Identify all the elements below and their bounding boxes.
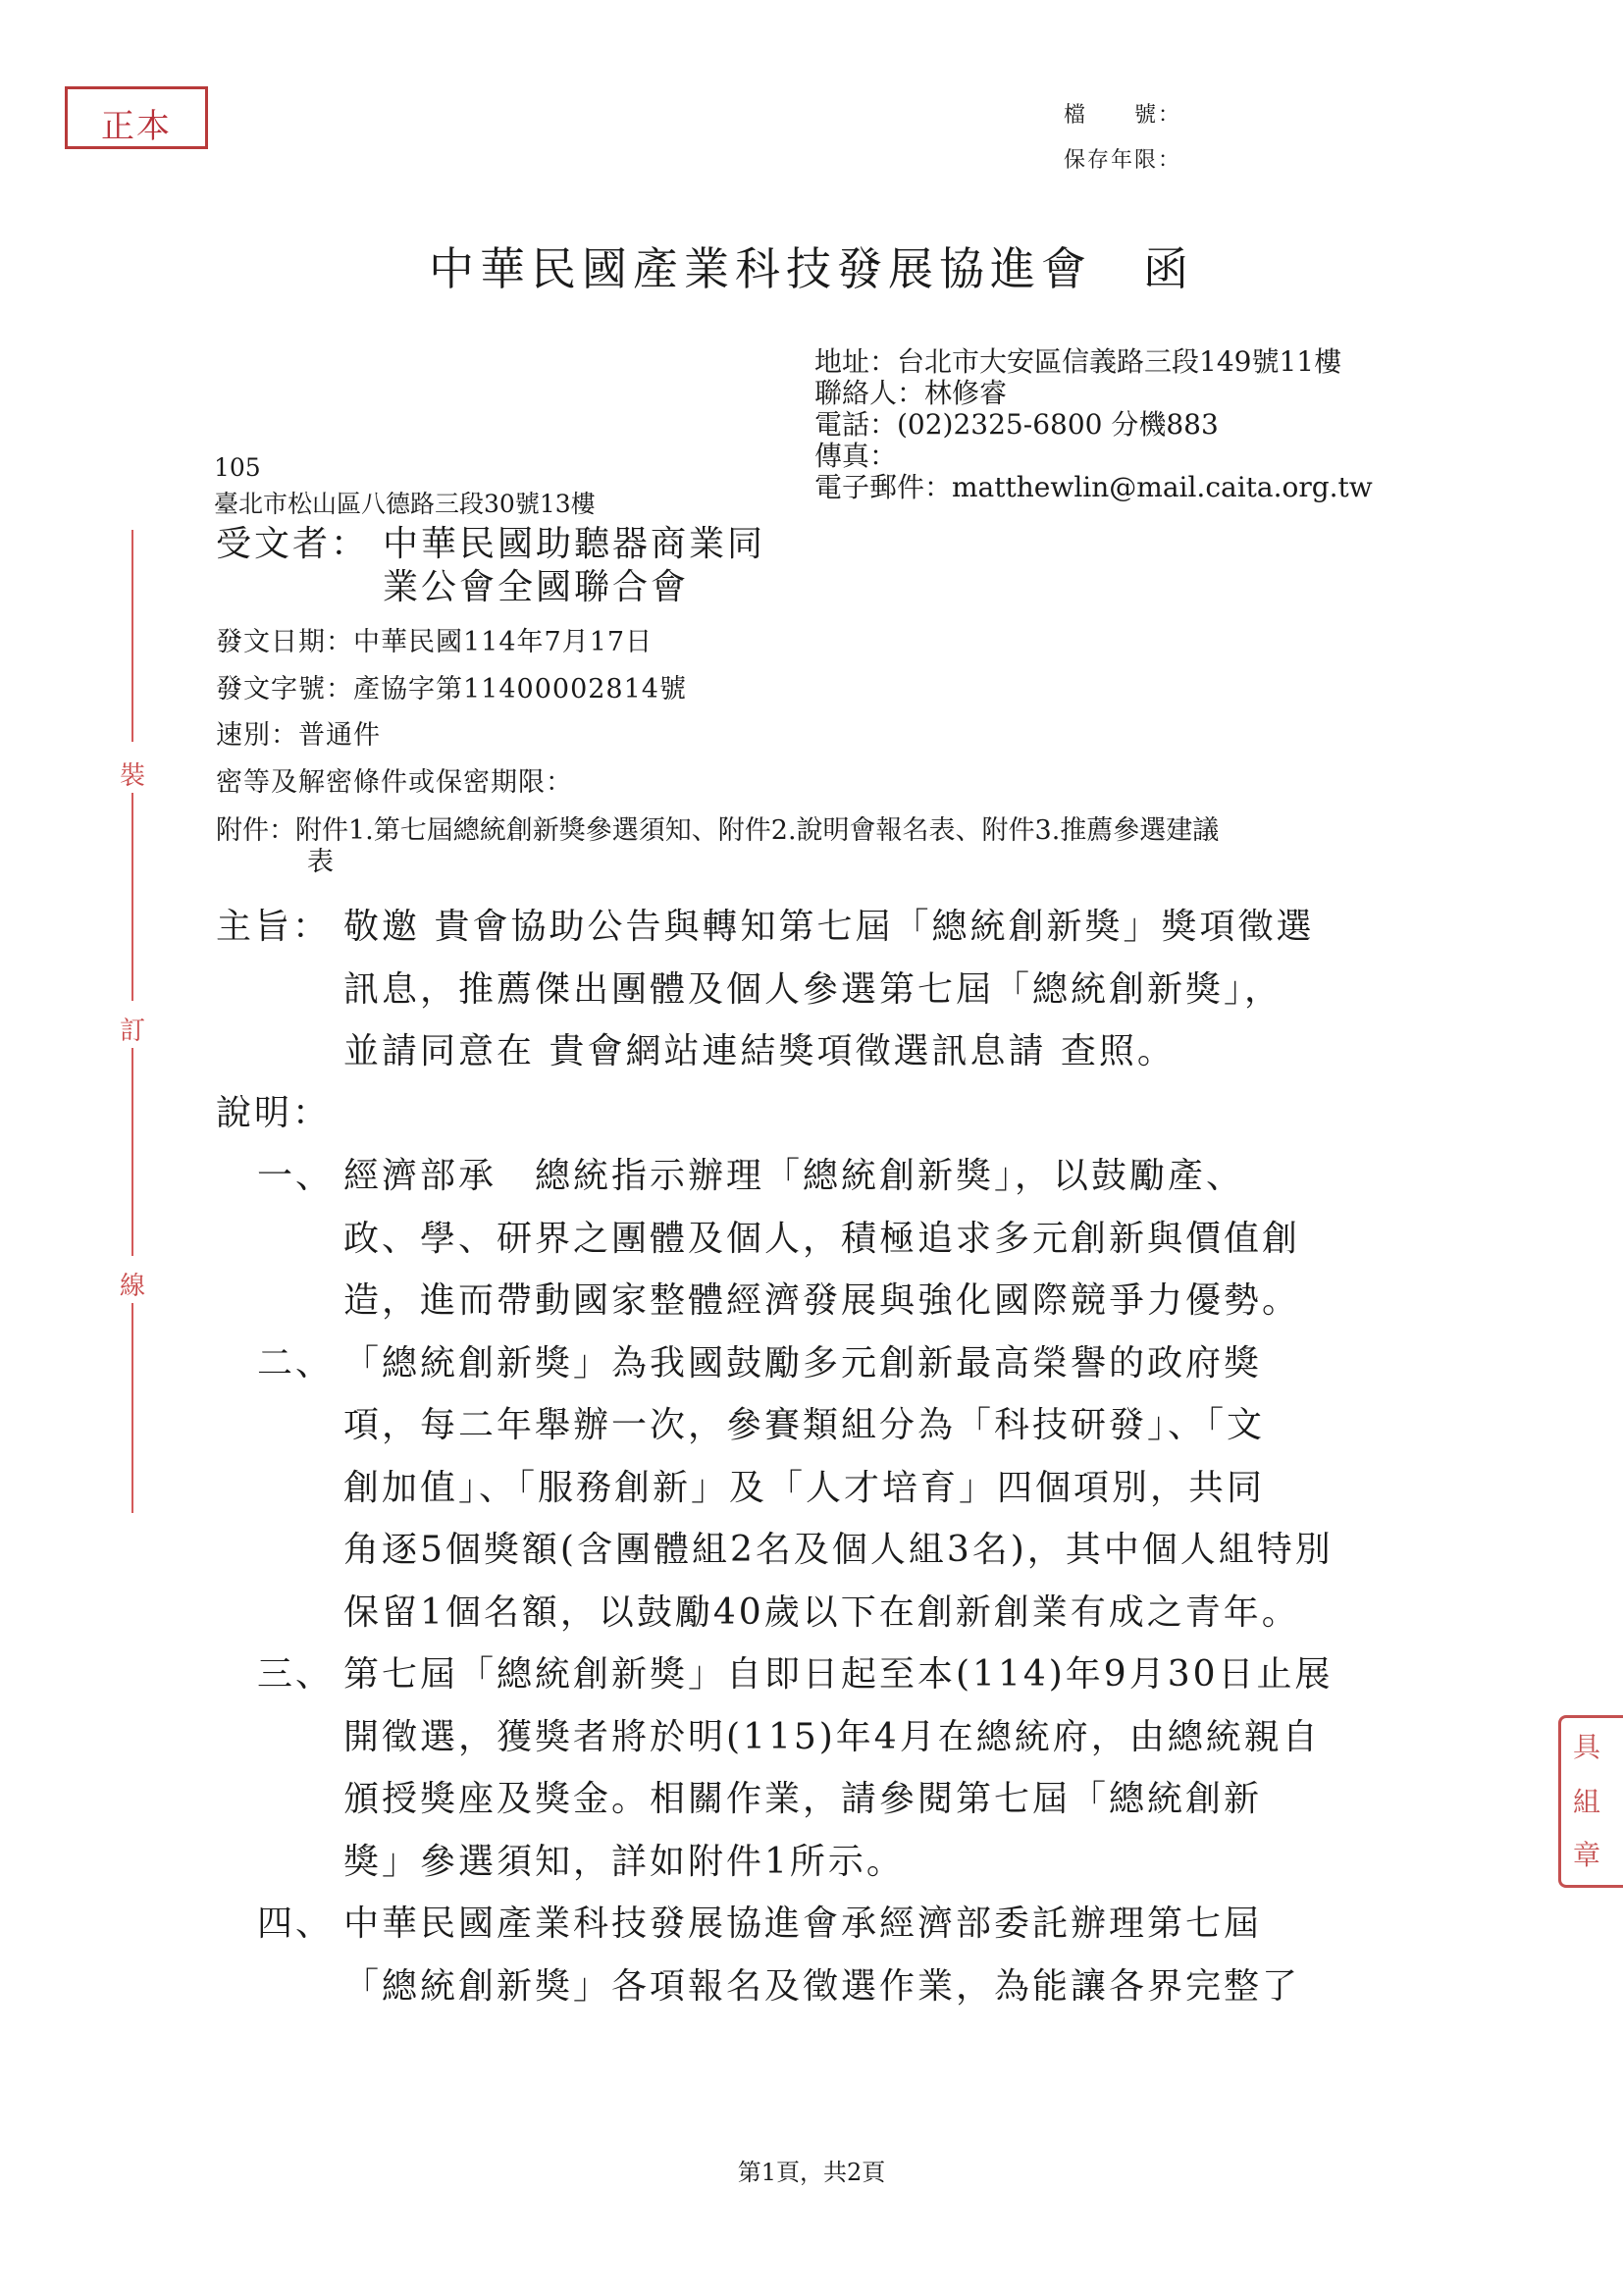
binding-line-segment	[131, 530, 133, 742]
item-line: 「總統創新獎」為我國鼓勵多元創新最高榮譽的政府獎	[343, 1343, 1263, 1383]
sender-fax: 傳真：	[814, 440, 898, 472]
file-number-label: 檔 號：	[1064, 103, 1182, 128]
sender-phone: 電話：(02)2325-6800 分機883	[814, 408, 1219, 441]
binding-line-segment	[131, 793, 133, 1001]
recipient-name-line-2: 業公會全國聯合會	[383, 567, 690, 607]
seal-char: 組	[1573, 1786, 1601, 1818]
page-number-footer: 第1頁，共2頁	[737, 2159, 886, 2186]
recipient-address: 臺北市松山區八德路三段30號13樓	[214, 490, 596, 518]
subject-label: 主旨：	[216, 907, 332, 947]
item-line: 角逐5個獎額(含團體組2名及個人組3名)，其中個人組特別	[343, 1530, 1334, 1570]
item-line: 政、學、研界之團體及個人，積極追求多元創新與價值創	[343, 1219, 1301, 1259]
original-copy-stamp	[65, 86, 208, 149]
attachments-line-1: 附件：附件1.第七屆總統創新獎參選須知、附件2.說明會報名表、附件3.推薦參選建議	[216, 815, 1220, 846]
subject-line: 敬邀 貴會協助公告與轉知第七屆「總統創新獎」獎項徵選	[343, 907, 1315, 947]
item-line: 保留1個名額，以鼓勵40歲以下在創新創業有成之青年。	[343, 1592, 1300, 1633]
delivery-speed: 速別：普通件	[216, 720, 381, 751]
recipient-name-line-1: 中華民國助聽器商業同	[383, 524, 766, 564]
item-line: 造，進而帶動國家整體經濟發展與強化國際競爭力優勢。	[343, 1280, 1301, 1321]
binding-mark-ding: 訂	[120, 1017, 146, 1046]
explanation-label: 說明：	[216, 1093, 332, 1133]
sender-contact-person: 聯絡人：林修睿	[814, 377, 1008, 409]
attachments-line-2: 表	[307, 847, 334, 877]
item-line: 經濟部承 總統指示辦理「總統創新獎」，以鼓勵產、	[343, 1156, 1245, 1196]
recipient-label: 受文者：	[216, 524, 370, 564]
item-number: 二、	[257, 1343, 335, 1383]
item-line: 頒授獎座及獎金。相關作業，請參閱第七屆「總統創新	[343, 1779, 1263, 1819]
item-number: 四、	[257, 1904, 335, 1944]
seal-char: 具	[1573, 1731, 1601, 1763]
item-line: 第七屆「總統創新獎」自即日起至本(114)年9月30日止展	[343, 1654, 1334, 1695]
edge-seal	[1558, 1715, 1623, 1888]
binding-line-segment	[131, 1303, 133, 1513]
item-line: 獎」參選須知，詳如附件1所示。	[343, 1842, 905, 1882]
retention-period-label: 保存年限：	[1064, 148, 1182, 173]
item-line: 項，每二年舉辦一次，參賽類組分為「科技研發」、「文	[343, 1405, 1266, 1445]
item-line: 創加值」、「服務創新」及「人才培育」四個項別，共同	[343, 1468, 1266, 1508]
item-line: 中華民國產業科技發展協進會承經濟部委託辦理第七屆	[343, 1904, 1263, 1944]
issue-date: 發文日期：中華民國114年7月17日	[216, 627, 654, 657]
binding-mark-xian: 線	[120, 1272, 146, 1301]
subject-line: 訊息，推薦傑出團體及個人參選第七屆「總統創新獎」，	[343, 969, 1283, 1010]
document-number: 發文字號：產協字第11400002814號	[216, 674, 687, 704]
sender-email: 電子郵件：matthewlin@mail.caita.org.tw	[814, 471, 1373, 503]
secrecy-level: 密等及解密條件或保密期限：	[216, 767, 573, 798]
binding-mark-zhuang: 裝	[120, 761, 146, 791]
binding-line-segment	[131, 1048, 133, 1256]
item-line: 開徵選，獲獎者將於明(115)年4月在總統府，由總統親自	[343, 1717, 1321, 1757]
subject-line: 並請同意在 貴會網站連結獎項徵選訊息請 查照。	[343, 1031, 1176, 1071]
sender-address: 地址：台北市大安區信義路三段149號11樓	[814, 345, 1342, 378]
stamp-text: 正本	[101, 107, 172, 146]
recipient-zip: 105	[214, 453, 261, 482]
item-line: 「總統創新獎」各項報名及徵選作業，為能讓各界完整了	[343, 1966, 1301, 2007]
item-number: 一、	[257, 1156, 335, 1196]
item-number: 三、	[257, 1654, 335, 1695]
seal-char: 章	[1573, 1839, 1601, 1871]
document-title: 中華民國產業科技發展協進會 函	[429, 242, 1194, 295]
